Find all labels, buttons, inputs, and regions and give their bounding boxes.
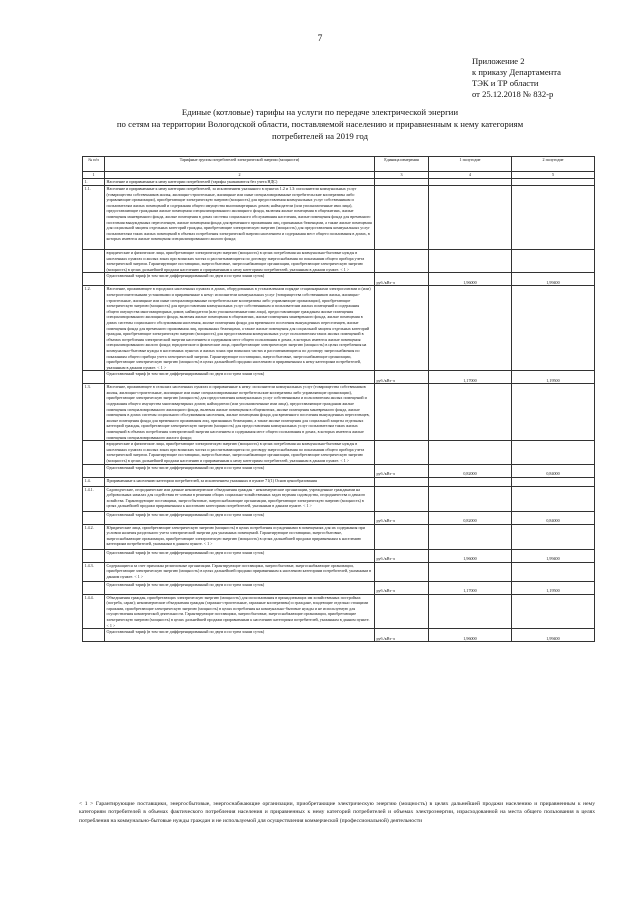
row-unit: руб./кВт·ч: [375, 273, 429, 286]
row-description: Одноставочный тариф (в том числе дифференцированный по двум и по трем зонам суток): [105, 511, 375, 524]
row-value-h2: [512, 286, 595, 371]
title-line: Единые (котловые) тарифы на услуги по передаче электрической энергии: [181, 107, 459, 117]
table-header-row: [83, 157, 595, 172]
table-row: [83, 250, 595, 273]
table-row: [83, 477, 595, 486]
row-value-h2: [512, 594, 595, 629]
row-unit: [375, 384, 429, 441]
row-number: 1.4.4.: [83, 594, 105, 629]
row-value-h2: 0,84000: [512, 464, 595, 477]
row-unit: руб./кВт·ч: [375, 464, 429, 477]
row-value-h2: [512, 441, 595, 464]
table-row: [83, 594, 595, 629]
title-line: потребителей на 2019 год: [272, 131, 368, 141]
row-value-h1: [429, 486, 512, 511]
row-number: [83, 371, 105, 384]
tariff-table: [82, 156, 595, 642]
row-unit: руб./кВт·ч: [375, 371, 429, 384]
row-value-h2: [512, 486, 595, 511]
row-value-h1: 1,96000: [429, 549, 512, 562]
header-h1: 1 полугодие: [429, 157, 512, 172]
table-row: [83, 486, 595, 511]
row-description: Население и приравненные к нему категории потребителей, за исключением указанного в пунктах 1.2 и 1.3: исполнители коммунальных услуг (товарищества собственников жилья, жилищно-строительные, жилищные или иные специализированные потребительские кооперативы либо управляющие организации), приобретающие электрическую энергию (мощность) для предоставления коммунальных услуг собственникам и пользователям жилых помещений и содержания общего имущества многоквартирных домов; наймодатели (или уполномоченные ими лица), предоставляющие гражданам жилые помещения специализированного жилищного фонда, включая жилые помещения в общежитиях, жилые помещения маневренного фонда, жилые помещения в домах системы социального обслуживания населения, жилые помещения фонда для временного поселения вынужденных переселенцев, жилые помещения фонда для временного проживания лиц, признанных беженцами, а также жилые помещения для социальной защиты отдельных категорий граждан, приобретающие электрическую энергию (мощность) для предоставления коммунальных услуг пользователям таких жилых помещений в объемах потребления электрической энергии населением и содержания мест общего пользования в домах, в которых имеются жилые помещения специализированного жилого фонда;: [105, 186, 375, 250]
appendix-line: Приложение 2: [472, 56, 525, 66]
row-description: юридические и физические лица, приобретающие электрическую энергию (мощность) в целях потребления на коммунально-бытовые нужды в населенных пунктах и жилых зонах при воинских частях и рассчитывающиеся по договору энергоснабжения по показаниям общего прибора учета электрической энергии. Гарантирующие поставщики, энергосбытовые, энергоснабжающие организации, приобретающие электрическую энергию (мощность) в целях дальнейшей продажи населению и приравненным к нему категориям потребителей, указанным в данном пункте. < 1 >: [105, 250, 375, 273]
table-row: [83, 384, 595, 441]
row-description: Приравненные к населению категории потребителей, за исключением указанных в пункте 71(1) Основ ценообразования: [105, 477, 375, 486]
row-value-h1: [429, 477, 512, 486]
row-value-h1: [429, 524, 512, 549]
row-unit: [375, 486, 429, 511]
row-unit: [375, 286, 429, 371]
row-description: Одноставочный тариф (в том числе дифференцированный по двум и по трем зонам суток): [105, 273, 375, 286]
row-value-h2: [512, 524, 595, 549]
row-value-h1: 1,17000: [429, 581, 512, 594]
row-value-h2: 1,19500: [512, 581, 595, 594]
row-number: 1.4.2.: [83, 524, 105, 549]
row-unit: [375, 250, 429, 273]
appendix-line: ТЭК и ТР области: [472, 78, 539, 88]
appendix-line: от 25.12.2018 № 832-р: [472, 89, 554, 99]
column-number: 3: [375, 172, 429, 179]
row-value-h2: 1,99400: [512, 549, 595, 562]
table-row: [83, 273, 595, 286]
row-number: [83, 629, 105, 642]
row-unit: [375, 562, 429, 581]
row-description: Юридические лица, приобретающие электрическую энергию (мощность) в целях потребления осужденными в помещениях для их содержания при условии наличия раздельного учета электрической энергии для указанных помещений. Гарантирующие поставщики, энергосбытовые, энергоснабжающие организации, приобретающие электрическую энергию (мощность) в целях дальнейшей продажи приравненным к населению категориям потребителей, указанным в данном пункте. < 1 >: [105, 524, 375, 549]
row-value-h1: 0,82000: [429, 464, 512, 477]
row-value-h1: [429, 594, 512, 629]
row-unit: руб./кВт·ч: [375, 629, 429, 642]
header-num: № п/п: [83, 157, 105, 172]
row-unit: руб./кВт·ч: [375, 549, 429, 562]
row-value-h1: [429, 250, 512, 273]
table-row: [83, 464, 595, 477]
row-number: [83, 441, 105, 464]
row-number: 1.: [83, 179, 105, 186]
row-number: 1.1.: [83, 186, 105, 250]
row-value-h2: [512, 562, 595, 581]
row-unit: [375, 179, 429, 186]
title-line: по сетям на территории Вологодской области, поставляемой населению и приравненным к нему категориям: [116, 119, 524, 129]
document-title: [55, 106, 585, 142]
row-number: [83, 581, 105, 594]
table-row: [83, 524, 595, 549]
header-h2: 2 полугодие: [512, 157, 595, 172]
column-number: 4: [429, 172, 512, 179]
footnote: < 1 > Гарантирующие поставщики, энергосбытовые, энергоснабжающие организации, приобретающие электрическую энергию (мощность) в целях дальнейшей продажи населению и приравненным к нему категориям потребителей в объемах фактического потребления населения и приравненных к нему категорий потребителей и объемах электроэнергии, израсходованной на места общего пользования в целях потребления на коммунально-бытовые нужды граждан и не используемой для осуществления коммерческой (профессиональной) деятельности: [79, 801, 595, 824]
row-description: Население и приравненные к нему категории потребителей (тарифы указываются без учета НДС): [105, 179, 375, 186]
table-row: [83, 186, 595, 250]
column-number-row: [83, 172, 595, 179]
row-number: 1.4.: [83, 477, 105, 486]
row-value-h1: [429, 286, 512, 371]
row-unit: руб./кВт·ч: [375, 581, 429, 594]
row-description: Одноставочный тариф (в том числе дифференцированный по двум и по трем зонам суток): [105, 581, 375, 594]
row-value-h2: 1,19500: [512, 371, 595, 384]
row-description: Садоводческие, огороднические или дачные некоммерческие объединения граждан - некоммерческие организации, учрежденные гражданами на добровольных началах для содействия ее членам в решении общих социально-хозяйственных задач ведения садоводства, огородничества и дачного хозяйства. Гарантирующие поставщики, энергосбытовые, энергоснабжающие организации, приобретающие электрическую энергию (мощность) в целях дальнейшей продажи приравненным к населению категориям потребителей, указанным в данном пункте. < 1 >: [105, 486, 375, 511]
row-value-h2: [512, 250, 595, 273]
row-value-h1: [429, 186, 512, 250]
row-description: юридические и физические лица, приобретающие электрическую энергию (мощность) в целях потребления на коммунально-бытовые нужды в населенных пунктах и жилых зонах при воинских частях и рассчитывающиеся по договору энергоснабжения по показаниям общего прибора учета электрической энергии. Гарантирующие поставщики, энергосбытовые, энергоснабжающие организации, приобретающие электрическую энергию (мощность) в целях дальнейшей продажи населению и приравненным к нему категориям потребителей, указанным в данном пункте. < 1 >: [105, 441, 375, 464]
row-number: 1.4.3.: [83, 562, 105, 581]
row-unit: [375, 524, 429, 549]
column-number: 5: [512, 172, 595, 179]
row-number: 1.2.: [83, 286, 105, 371]
table-row: [83, 371, 595, 384]
row-unit: [375, 594, 429, 629]
row-number: 1.4.1.: [83, 486, 105, 511]
appendix-line: к приказу Департамента: [472, 67, 561, 77]
row-value-h1: [429, 179, 512, 186]
row-value-h2: [512, 179, 595, 186]
row-unit: [375, 477, 429, 486]
table-row: [83, 581, 595, 594]
column-number: 2: [105, 172, 375, 179]
row-number: [83, 273, 105, 286]
row-value-h2: 1,99400: [512, 273, 595, 286]
row-number: [83, 464, 105, 477]
row-value-h1: 1,96000: [429, 629, 512, 642]
row-value-h1: [429, 562, 512, 581]
row-description: Содержащиеся за счет прихожан религиозные организации. Гарантирующие поставщики, энергосбытовые, энергоснабжающие организации, приобретающие электрическую энергию (мощность) в целях дальнейшей продажи приравненным к населению категориям потребителей, указанным в данном пункте. < 1 >: [105, 562, 375, 581]
row-description: Одноставочный тариф (в том числе дифференцированный по двум и по трем зонам суток): [105, 464, 375, 477]
row-value-h2: [512, 477, 595, 486]
table-row: [83, 562, 595, 581]
row-unit: [375, 186, 429, 250]
row-description: Одноставочный тариф (в том числе дифференцированный по двум и по трем зонам суток): [105, 629, 375, 642]
table-row: [83, 179, 595, 186]
row-value-h2: [512, 186, 595, 250]
row-number: [83, 250, 105, 273]
row-value-h1: [429, 441, 512, 464]
row-number: 1.3.: [83, 384, 105, 441]
row-description: Одноставочный тариф (в том числе дифференцированный по двум и по трем зонам суток): [105, 549, 375, 562]
row-number: [83, 511, 105, 524]
table-row: [83, 511, 595, 524]
table-row: [83, 441, 595, 464]
row-description: Одноставочный тариф (в том числе дифференцированный по двум и по трем зонам суток): [105, 371, 375, 384]
table-row: [83, 629, 595, 642]
appendix-block: [472, 56, 561, 100]
column-number: 1: [83, 172, 105, 179]
row-unit: [375, 441, 429, 464]
row-value-h1: [429, 384, 512, 441]
page-number: 7: [317, 34, 323, 44]
row-value-h1: 1,96000: [429, 273, 512, 286]
row-description: Население, проживающее в городских населенных пунктах в домах, оборудованных в установленном порядке стационарными электроплитами и (или) электроотопительными установками и приравненные к нему: исполнители коммунальных услуг (товарищества собственников жилья, жилищно-строительные, жилищные или иные специализированные потребительские кооперативы либо управляющие организации), приобретающие электрическую энергию (мощность) для предоставления коммунальных услуг собственникам и пользователям жилых помещений и содержания общего имущества многоквартирных домов; наймодатели (или уполномоченные ими лица), предоставляющие гражданам жилые помещения специализированного жилищного фонда, включая жилые помещения в общежитиях, жилые помещения маневренного фонда, жилые помещения в домах системы социального обслуживания населения, жилые помещения фонда для временного поселения вынужденных переселенцев, жилые помещения фонда для временного проживания лиц, признанных беженцами, а также жилые помещения для социальной защиты отдельных категорий граждан, приобретающие электрическую энергию (мощность) для предоставления коммунальных услуг пользователям таких жилых помещений в объемах потребления электрической энергии населением и содержания мест общего пользования в домах, в которых имеются жилые помещения специализированного жилого фонда; юридические и физические лица, приобретающие электрическую энергию (мощность) в целях потребления на коммунально-бытовые нужды в населенных пунктах и жилых зонах при воинских частях и рассчитывающиеся по договору энергоснабжения по показаниям общего прибора учета электрической энергии. Гарантирующие поставщики, энергосбытовые, энергоснабжающие организации, приобретающие электрическую энергию (мощность) в целях дальнейшей продажи населению и приравненным к нему категориям потребителей, указанным в данном пункте. < 1 >: [105, 286, 375, 371]
row-value-h1: 1,17000: [429, 371, 512, 384]
row-value-h2: [512, 384, 595, 441]
row-number: [83, 549, 105, 562]
row-description: Объединения граждан, приобретающих электрическую энергию (мощность) для использования в принадлежащих им хозяйственных постройках (погреба, сараи); некоммерческие объединения граждан (гаражно-строительные, гаражные кооперативы) и граждане, владеющие отдельно стоящими гаражами, приобретающие электрическую энергию (мощность) в целях потребления на коммунально-бытовые нужды и не используемую для осуществления коммерческой деятельности. Гарантирующие поставщики, энергосбытовые, энергоснабжающие организации, приобретающие электрическую энергию (мощность) в целях дальнейшей продажи приравненным к населению категориям потребителей, указанным в данном пункте. < 1 >: [105, 594, 375, 629]
table-row: [83, 286, 595, 371]
row-value-h1: 0,82000: [429, 511, 512, 524]
row-value-h2: 0,84000: [512, 511, 595, 524]
header-groups: Тарифные группы потребителей электрической энергии (мощности): [105, 157, 375, 172]
row-value-h2: 1,99400: [512, 629, 595, 642]
table-row: [83, 549, 595, 562]
header-unit: Единица измерения: [375, 157, 429, 172]
row-description: Население, проживающее в сельских населенных пунктах и приравненные к нему: исполнители коммунальных услуг (товарищества собственников жилья, жилищно-строительные, жилищные или иные специализированные потребительские кооперативы либо управляющие организации), приобретающие электрическую энергию (мощность) для предоставления коммунальных услуг собственникам и пользователям жилых помещений и содержания общего имущества многоквартирных домов; наймодатели (или уполномоченные ими лица), предоставляющие гражданам жилые помещения специализированного жилищного фонда, включая жилые помещения в общежитиях, жилые помещения маневренного фонда, жилые помещения в домах системы социального обслуживания населения, жилые помещения фонда для временного поселения вынужденных переселенцев, жилые помещения фонда для временного проживания лиц, признанных беженцами, а также жилые помещения для социальной защиты отдельных категорий граждан, приобретающие электрическую энергию (мощность) для предоставления коммунальных услуг пользователям таких жилых помещений в объемах потребления электрической энергии населением и содержания мест общего пользования в домах, в которых имеются жилые помещения специализированного жилого фонда;: [105, 384, 375, 441]
row-unit: руб./кВт·ч: [375, 511, 429, 524]
